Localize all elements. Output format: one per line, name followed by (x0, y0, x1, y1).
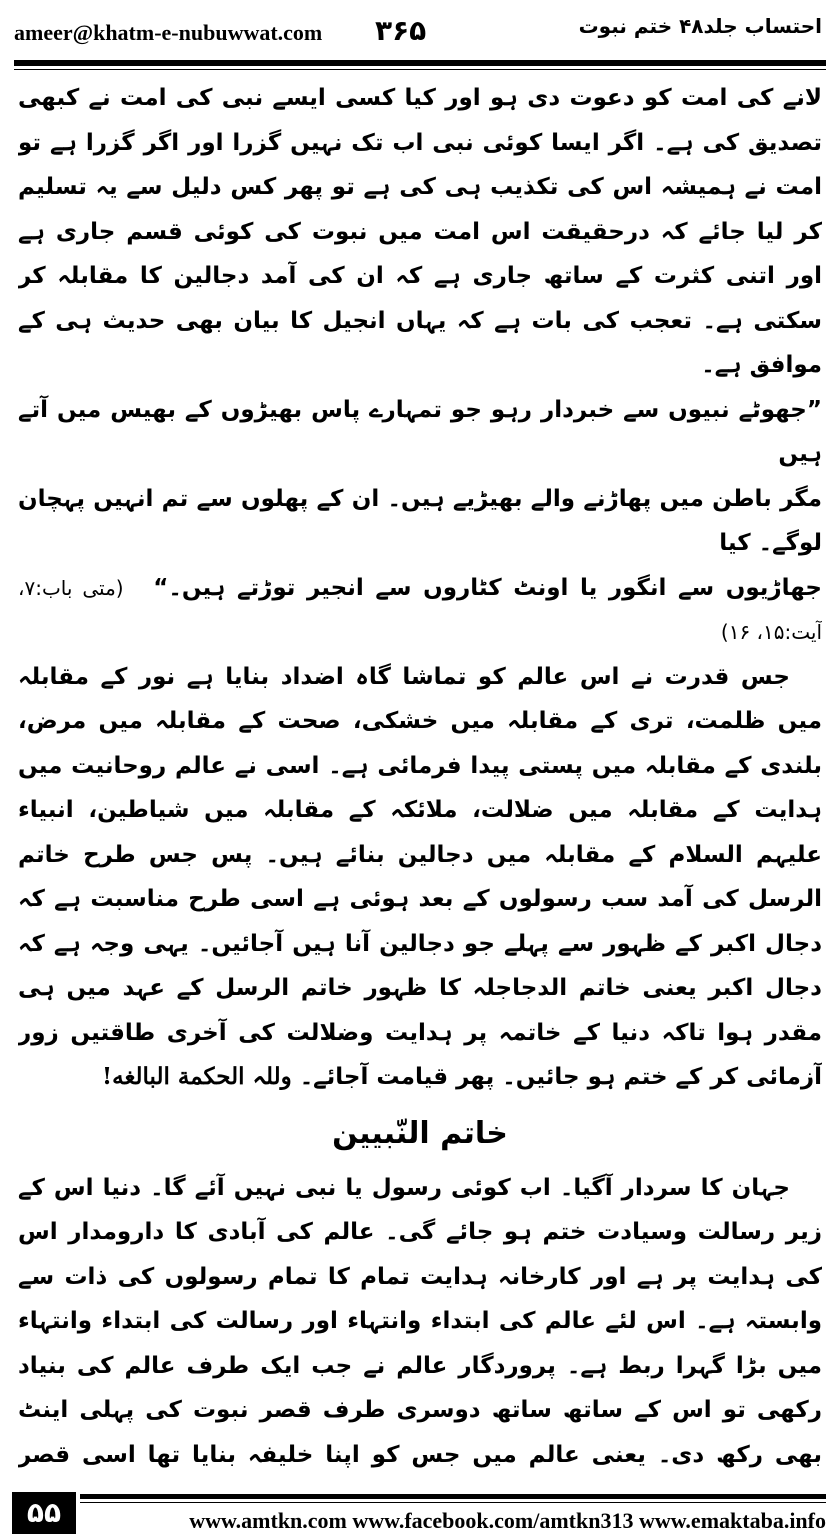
quote-line-3: جھاڑیوں سے انگور یا اونٹ کٹاروں سے انجیر توڑتے ہیں۔“ (153, 574, 822, 601)
page-footer (0, 1488, 840, 1540)
header-email: ameer@khatm-e-nubuwwat.com (14, 20, 323, 45)
running-title: احتساب جلد۴۸ ختم نبوت (578, 14, 822, 38)
paragraph-3: جہان کا سردار آگیا۔ اب کوئی رسول یا نبی نہیں آئے گا۔ دنیا اس کے زیر رسالت وسیادت ختم ہو جائے گی۔ عالم کی آبادی کا دارومدار اس کی ہدایت پر ہے اور کارخانہ ہدایت تمام کا تمام رسولوں کی ذات سے وابستہ ہے۔ اس لئے عالم کی ابتداء وانتہاء اور رسالت کی ابتداء وانتہاء میں بڑا گہرا ربط ہے۔ پروردگار عالم نے جب ایک طرف عالم کی بنیاد رکھی تو اس کے ساتھ ساتھ دوسری طرف قصر نبوت کی پہلی اینٹ بھی رکھ دی۔ یعنی عالم میں جس کو اپنا خلیفہ بنایا تھا اسی قصر (18, 1174, 822, 1468)
paragraph-1: لانے کی امت کو دعوت دی ہو اور کیا کسی ایسے نبی کی امت نے کبھی تصدیق کی ہے۔ اگر ایسا کوئی نبی اب تک نہیں گزرا اور اگر گزرا ہے تو امت نے ہمیشہ اس کی تکذیب ہی کی ہے تو پھر کس دلیل سے یہ تسلیم کر لیا جائے کہ درحقیقت اس امت میں نبوت کی کوئی قسم جاری ہے اور اتنی کثرت کے ساتھ جاری ہے کہ ان کی آمد دجالین کا مقابلہ کر سکتی ہے۔ تعجب کی بات ہے کہ یہاں انجیل کا بیان بھی حدیث ہی کے موافق ہے۔ (18, 85, 822, 378)
quote-block (18, 388, 822, 655)
footer-thin-rule (80, 1502, 826, 1503)
footer-links: www.amtkn.com www.facebook.com/amtkn313 www.emaktaba.info (189, 1508, 826, 1533)
header-thick-rule (14, 60, 826, 66)
paragraph-2-closing: وللہ الحکمة البالغه! (102, 1063, 292, 1090)
section-heading: خاتم النّبیین (332, 1115, 508, 1151)
header-thin-rule (14, 69, 826, 70)
paragraph-2-text: جس قدرت نے اس عالم کو تماشا گاہ اضداد بنایا ہے نور کے مقابلہ میں ظلمت، تری کے مقابلہ میں خشکی، صحت کے مقابلہ میں مرض، بلندی کے مقابلہ میں پستی پیدا فرمائی ہے۔ اسی نے عالم روحانیت میں ہدایت کے مقابلہ میں ضلالت، ملائکہ کے مقابلہ میں شیاطین، انبیاء علیہم السلام کے مقابلہ میں دجالین بنائے ہیں۔ پس جس طرح خاتم الرسل کی آمد سب رسولوں کے بعد ہوئی ہے اسی طرح مناسبت ہے کہ دجال اکبر کے ظہور سے پہلے جو دجالین آنا ہیں آجائیں۔ یہی وجہ ہے کہ دجال اکبر یعنی خاتم الدجاجلہ کا ظہور خاتم الرسل کے عہد میں ہی مقدر ہوا تاکہ دنیا کے خاتمہ پر ہدایت وضلالت کی آخری طاقتیں زور آزمائی کر کے ختم ہو جائیں۔ پھر قیامت آجائے۔ (18, 663, 822, 1090)
footer-page-number: ۵۵ (12, 1492, 76, 1534)
footer-thick-rule (80, 1494, 826, 1499)
header-page-number: ۳۶۵ (375, 14, 427, 47)
quote-reference: (متی باب:۷، آیت:۱۵، ۱۶) (18, 575, 822, 644)
page-body (18, 76, 822, 1476)
quote-line-2: مگر باطن میں پھاڑنے والے بھیڑیے ہیں۔ ان کے پھلوں سے تم انہیں پہچان لوگے۔ کیا (18, 485, 822, 556)
quote-line-1: ”جھوٹے نبیوں سے خبردار رہو جو تمہارے پاس بھیڑوں کے بھیس میں آتے ہیں (18, 396, 822, 467)
paragraph-2 (18, 655, 822, 1100)
page-header (0, 0, 840, 62)
